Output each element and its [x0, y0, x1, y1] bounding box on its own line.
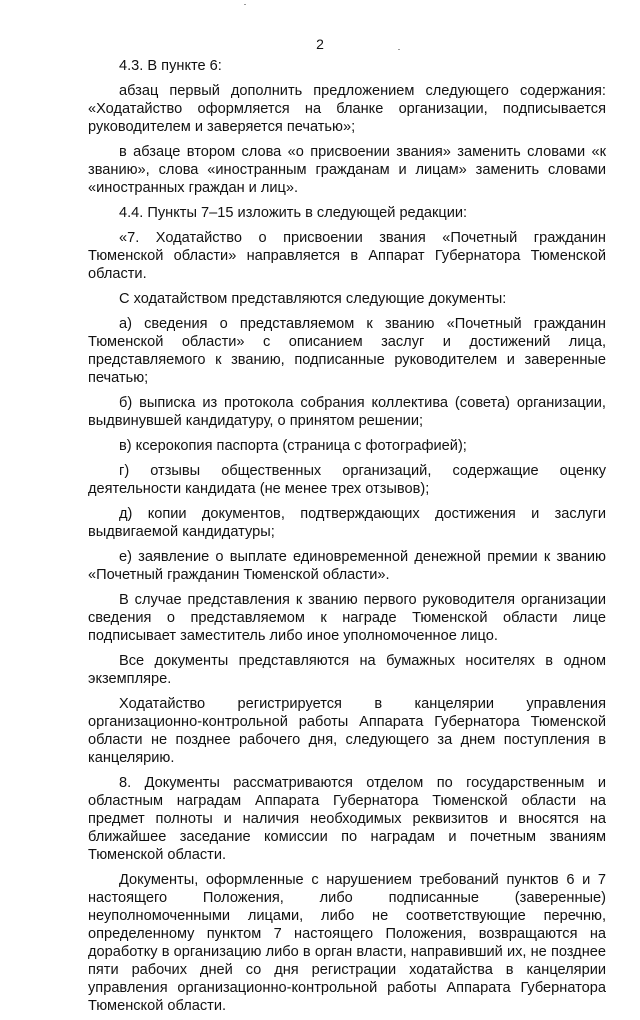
list-item-b: б) выписка из протокола собрания коллектива (совета) организации, выдвинувшей кандидатуру, о принятом решении;	[88, 395, 606, 429]
paragraph-4-3-second-abzac: в абзаце втором слова «о присвоении звания» заменить словами «к званию», слова «иностранным гражданам и лицам» заменить словами «иностранных граждан и лиц».	[88, 144, 606, 196]
list-item-a: а) сведения о представляемом к званию «Почетный гражданин Тюменской области» с описанием заслуг и достижений лица, представляемого к званию, подписанные руководителем и заверенные печатью;	[88, 316, 606, 386]
paragraph-deputy-signature: В случае представления к званию первого руководителя организации сведения о представляемом к награде Тюменской области лице подписывает заместитель либо иное уполномоченное лицо.	[88, 592, 606, 644]
paragraph-paper-media: Все документы представляются на бумажных носителях в одном экземпляре.	[88, 653, 606, 687]
paragraph-return-documents: Документы, оформленные с нарушением требований пунктов 6 и 7 настоящего Положения, либо подписанные (заверенные) неуполномоченными лицами, либо не соответствующие перечню, определенному пунктом 7 настоящего Положения, возвращаются на доработку в организацию либо в орган власти, направивший их, не позднее пяти рабочих дней со дня регистрации ходатайства в канцелярии управления организационно-контрольной работы Аппарата Губернатора Тюменской области.	[88, 872, 606, 1014]
list-item-v: в) ксерокопия паспорта (страница с фотографией);	[119, 438, 467, 454]
paragraph-point-8: 8. Документы рассматриваются отделом по государственным и областным наградам Аппарата Губернатора Тюменской области на предмет полноты и наличия необходимых реквизитов и вносятся на ближайшее заседание комиссии по наградам и почетным званиям Тюменской области.	[88, 775, 606, 863]
list-item-e: е) заявление о выплате единовременной денежной премии к званию «Почетный гражданин Тюменской области».	[88, 549, 606, 583]
scan-speck	[244, 4, 246, 5]
paragraph-4-3-heading: 4.3. В пункте 6:	[119, 58, 222, 74]
list-item-d: д) копии документов, подтверждающих достижения и заслуги выдвигаемой кандидатуры;	[88, 506, 606, 540]
paragraph-documents-intro: С ходатайством представляются следующие документы:	[119, 291, 507, 307]
paragraph-4-4-heading: 4.4. Пункты 7–15 изложить в следующей редакции:	[119, 205, 468, 221]
paragraph-registration: Ходатайство регистрируется в канцелярии управления организационно-контрольной работы Аппарата Губернатора Тюменской области не позднее рабочего дня, следующего за днем поступления в канцелярию.	[88, 696, 606, 766]
document-body	[88, 57, 606, 1020]
page-number: 2	[316, 36, 324, 52]
paragraph-4-3-first-abzac: абзац первый дополнить предложением следующего содержания: «Ходатайство оформляется на бланке организации, подписывается руководителем и заверяется печатью»;	[88, 83, 606, 135]
list-item-g: г) отзывы общественных организаций, содержащие оценку деятельности кандидата (не менее трех отзывов);	[88, 463, 606, 497]
paragraph-point-7: «7. Ходатайство о присвоении звания «Почетный гражданин Тюменской области» направляется в Аппарат Губернатора Тюменской области.	[88, 230, 606, 282]
